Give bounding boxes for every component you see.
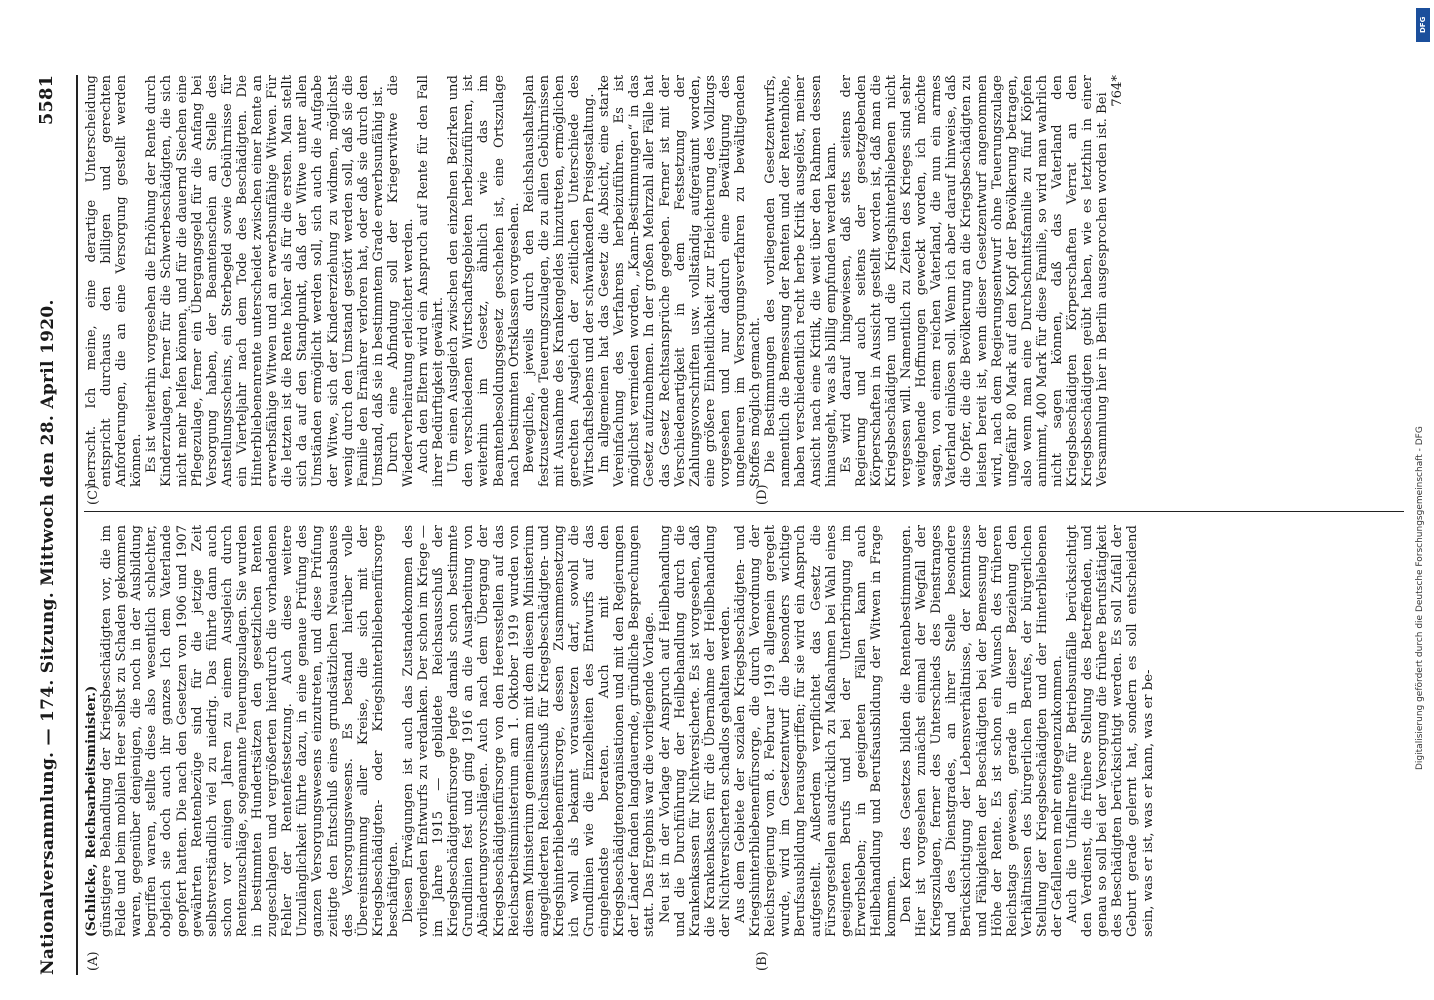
- paragraph: Neu ist in der Vorlage der Anspruch auf Heilbehandlung und die Durchführung der Heilbehandlung durch die Krankenkassen für Nichtversicherte. Es ist vorgesehen, daß die Krankenkassen für die Übernahme der Heilbehandlung der Nichtversicherten schadlos gehalten werden.: [657, 525, 733, 937]
- page-header: [20, 75, 78, 975]
- right-column: [84, 75, 1404, 487]
- paragraph: Im allgemeinen hat das Gesetz die Absicht, eine starke Vereinfachung des Verfahrens herbeizuführen. Es ist möglichst vermieden worden, „Kann-Bestimmungen“ in das Gesetz aufzunehmen. In der großen Mehrzahl aller Fälle hat das Gesetz Rechtsansprüche gegeben. Ferner ist mit der Verschiedenartigkeit in dem Festsetzung der Zahlungsvorschriften usw. vollständig aufgeräumt worden, eine größere Einheitlichkeit zur Erleichterung des Vollzugs vorgesehen und nur dadurch eine Bewältigung des ungeheuren im Versorgungsverfahren zu bewältigenden Stoffes möglich gemacht.: [597, 75, 764, 487]
- column-marker-d: (D): [755, 484, 770, 505]
- digitization-note-text: Digitalisierung gefördert durch die Deutsche Forschungsgemeinschaft - DFG: [1415, 426, 1425, 770]
- rotated-page: [20, 75, 1420, 975]
- page-footnote: 764*: [1110, 75, 1126, 107]
- speaker-line: [84, 525, 99, 937]
- page-number: 5581: [36, 75, 57, 126]
- dfg-logo: DFG: [1416, 8, 1430, 42]
- paragraph: Es ist weiterhin vorgesehen die Erhöhung der Rente durch Kinderzulagen, ferner für die Schwerbeschädigten, die sich nicht mehr helfen können, und für die dauernd Siechen eine Pflegezulage, ferner ein Übergangsgeld für die Anfang bei Versorgung haben, der Beamtenschein an Stelle des Anstellungsscheins, ein Sterbegeld sowie Gebührnisse für ein Vierteljahr nach dem Tode des Beschädigten. Die Hinterbliebenenrente unterscheidet zwischen einer Rente an erwerbsfähige Witwen und an erwerbsunfähige Witwen. Für die letzten ist die Rente höher als für die ersten. Man stellt sich da auf den Standpunkt, daß der Witwe unter allen Umständen ermöglicht werden soll, sich auch die Aufgabe der Witwe, sich der Kindererziehung zu widmen, möglichst wenig durch den Umstand gestört werden soll, daß sie die Familie den Ernährer verloren hat, oder daß sie durch den Umstand, daß sie in bestimmtem Grade erwerbsunfähig ist.: [144, 75, 386, 487]
- left-column: [84, 525, 1404, 937]
- paragraph: Den Kern des Gesetzes bilden die Rentenbestimmungen. Hier ist vorgesehen zunächst einmal der Wegfall der Kriegszulagen, ferner des Unterschieds des Dienstranges und des Dienstgrades, an ihrer Stelle besondere Berücksichtigung der Lebensverhältnisse, der Kenntnisse und Fähigkeiten der Beschädigten bei der Bemessung der Höhe der Rente. Es ist schon ein Wunsch des früheren Reichstags gewesen, gerade in dieser Beziehung den Verhältnissen des bürgerlichen Berufes, der bürgerlichen Stellung der Kriegsbeschädigten und der Hinterbliebenen der Gefallenen mehr entgegenzukommen.: [899, 525, 1065, 937]
- column-divider: [84, 511, 1404, 512]
- paragraph: Diesen Erwägungen ist auch das Zustandekommen des vorliegenden Entwurfs zu verdanken. Der schon im Kriege — im Jahre 1915 — gebildete Reichsausschuß der Kriegsbeschädigtenfürsorge legte damals schon bestimmte Grundlinien fest und ging 1916 an die Ausarbeitung von Abänderungsvorschlägen. Auch nach dem Übergang der Kriegsbeschädigtenfürsorge von den Heeresstellen auf das Reichsarbeitsministerium am 1. Oktober 1919 wurden von diesem Ministerium gemeinsam mit dem diesem Ministerium angegliederten Reichsausschuß für Kriegsbeschädigten- und Kriegshinterbliebenenfürsorge, dessen Zusammensetzung ich wohl als bekannt voraussetzen darf, sowohl die Grundlinien wie die Einzelheiten des Entwurfs auf das eingehendste beraten. Auch mit den Kriegsbeschädigtenorganisationen und mit den Regierungen der Länder fanden langdauernde, gründliche Besprechungen statt. Das Ergebnis war die vorliegende Vorlage.: [400, 525, 658, 937]
- paragraph: Auch den Eltern wird ein Anspruch auf Rente für den Fall ihrer Bedürftigkeit gewährt.: [416, 75, 447, 487]
- paragraph: Auch die Unfallrente für Betriebsunfälle berücksichtigt den Verdienst, die frühere Stellung des Betreffenden, und genau so soll bei der Versorgung die frühere Berufstätigkeit des Beschädigten berücksichtigt werden. Es soll Zufall der Geburt gerade gelernt hat, sondern es soll entscheidend sein, was er ist, was er kann, was er be-: [1065, 525, 1156, 937]
- paragraph: Durch eine Abfindung soll der Kriegerwitwe die Wiederverheiratung erleichtert werden.: [385, 75, 416, 487]
- paragraph: Um einen Ausgleich zwischen den einzelnen Bezirken und den verschiedenen Wirtschaftsgebieten herbeizuführen, ist weiterhin im Gesetz, ähnlich wie das im Beamtenbesoldungsgesetz geschehen ist, eine Ortszulage nach bestimmten Ortsklassen vorgesehen.: [446, 75, 522, 487]
- paragraph: günstigere Behandlung der Kriegsbeschädigten vor, die im Felde und beim mobilen Heer selbst zu Schaden gekommen waren, gegenüber denjenigen, die noch in der Ausbildung begriffen waren, stellte diese also wesentlich schlechter, obgleich sie doch auch ihr ganzes Ich dem Vaterlande geopfert hatten. Die nach den Gesetzen von 1906 und 1907 gewährten Rentenbezüge sind für die jetzige Zeit selbstverständlich viel zu niedrig. Das führte dann auch schon vor einigen Jahren zu einem Ausgleich durch Rentenzuschläge, sogenannte Teuerungszulagen. Sie wurden in bestimmten Hundertsätzen den gesetzlichen Renten zugeschlagen und vergrößerten hierdurch die vorhandenen Fehler der Rentenfestsetzung. Auch diese weitere Unzulänglichkeit führte dazu, in eine genaue Prüfung des ganzen Versorgungswesens einzutreten, und diese Prüfung zeitigte den Entschluß eines grundsätzlichen Neuausbaues des Versorgungswesens. Es bestand hierüber volle Übereinstimmung aller Kreise, die sich mit der Kriegsbeschädigten- oder Kriegshinterbliebenenfürsorge beschäftigten.: [99, 525, 401, 937]
- paragraph: Bewegliche, jeweils durch den Reichshaushaltsplan festzusetzende Teuerungszulagen, die zu allen Gebührnissen mit Ausnahme des Krankengeldes hinzutreten, ermöglichen gerechten Ausgleich der zeitlichen Unterschiede des Wirtschaftslebens und der schwankenden Preisgestaltung.: [521, 75, 598, 487]
- paragraph: Aus dem Gebiete der sozialen Kriegsbeschädigten- und Kriegshinterbliebenenfürsorge, die durch Verordnung der Reichsregierung vom 8. Februar 1919 allgemein geregelt wurde, wird im Gesetzentwurf die besonders wichtige Berufsausbildung herausgegriffen; für sie wird ein Anspruch aufgestellt. Außerdem verpflichtet das Gesetz die Fürsorgestellen ausdrücklich zu Maßnahmen bei Wahl eines geeigneten Berufs und bei der Unterbringung im Erwerbsleben; in geeigneten Fällen kann auch Heilbehandlung und Berufsausbildung der Witwen in Frage kommen.: [733, 525, 899, 937]
- speaker-name: (Schlicke, Reichsarbeitsminister.): [84, 685, 99, 937]
- digitization-note: [1412, 0, 1430, 1000]
- paragraph: Es wird darauf hingewiesen, daß stets seitens der Regierung und auch seitens der gesetzgebenden Körperschaften in Aussicht gestellt worden ist, daß man die Kriegsbeschädigten und die Kriegshinterbliebenen nicht vergessen will. Namentlich zu Zeiten des Krieges sind sehr weitgehende Hoffnungen geweckt worden, ich möchte sagen, von einem reichen Vaterland, die nun ein armes Vaterland einlösen soll. Wenn ich aber darauf hinweise, daß die Opfer, die die Bevölkerung an die Kriegsbeschädigten zu leisten bereit ist, wenn dieser Gesetzentwurf angenommen wird, nach dem Regierungsentwurf ohne Teuerungszulage ungefähr 80 Mark auf den Kopf der Bevölkerung betragen, also wenn man eine Durchschnittsfamilie zu fünf Köpfen annimmt, 400 Mark für diese Familie, so wird man wahrlich nicht sagen können, daß das Vaterland den Kriegsbeschädigten Körperschaften Verrat an den Kriegsbeschädigten geübt haben, wie es letzthin in einer Versammlung hier in Berlin ausgesprochen worden ist. Bei: [838, 75, 1111, 487]
- column-marker-b: (B): [755, 951, 770, 971]
- column-marker-c: (C): [86, 484, 101, 505]
- text-columns: [84, 75, 1404, 975]
- paragraph: herrscht. Ich meine, eine derartige Unterscheidung entspricht durchaus den billigen und gerechten Anforderungen, die an eine Versorgung gestellt werden können.: [84, 75, 145, 487]
- paragraph: Die Bestimmungen des vorliegenden Gesetzentwurfs, namentlich die Bemessung der Renten und der Rentenhöhe, haben verschiedentlich recht herbe Kritik ausgelöst, meiner Ansicht nach eine Kritik, die weit über den Rahmen dessen hinausgeht, was als billig empfunden werden kann.: [763, 75, 839, 487]
- header-title: Nationalversammlung. — 174. Sitzung. Mittwoch den 28. April 1920.: [38, 299, 58, 975]
- column-marker-a: (A): [86, 951, 101, 971]
